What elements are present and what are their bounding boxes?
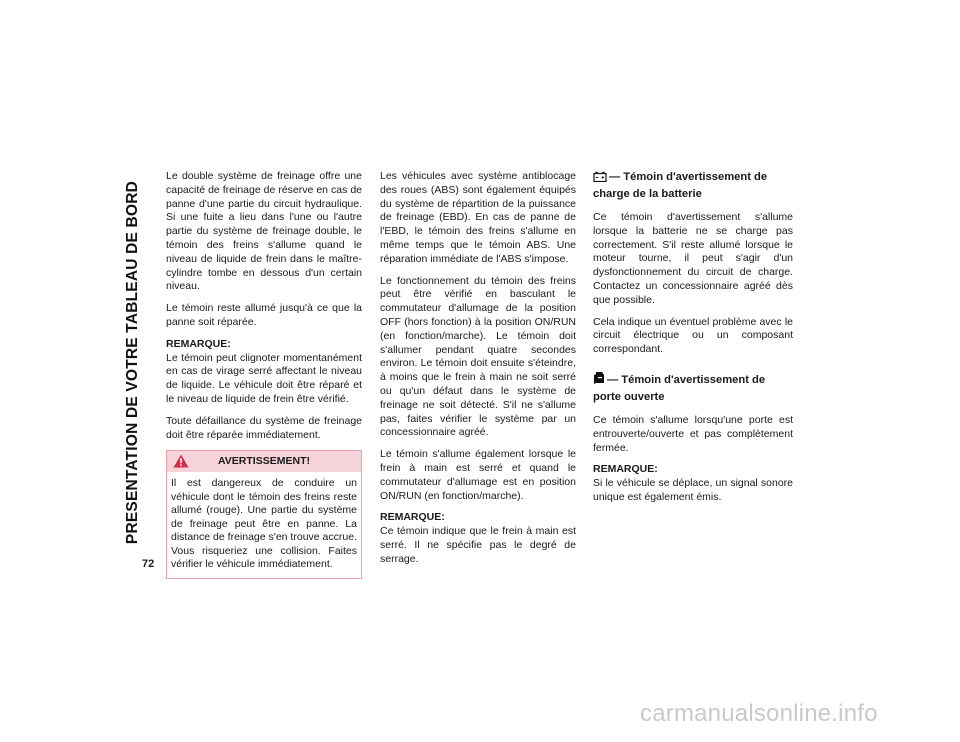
paragraph: Ce témoin d'avertissement s'allume lorsque la batterie ne se charge pas correctement. S'il reste allumé lorsque le moteur tourne, il peut s'agir d'un dysfonctionnement du circuit de charge. Contactez un concessionnaire agréé dès que possible.: [593, 211, 793, 306]
paragraph: Toute défaillance du système de freinage doit être réparée immédiatement.: [166, 414, 362, 441]
note-text: Le témoin peut clignoter momentanément en cas de virage serré affectant le niveau de liquide. Le véhicule doit être réparé et le niveau de liquide de frein être vérifié.: [166, 351, 362, 405]
warning-text: Il est dangereux de conduire un véhicule dont le témoin des freins reste allumé (rouge). Une partie du système de freinage peut être en panne. La distance de freinage s'en trouve accrue. Vous risqueriez une collision. Faites vérifier le véhicule immédiatement.: [171, 477, 357, 571]
note-title: REMARQUE:: [593, 463, 658, 476]
note-text: Ce témoin indique que le frein à main est serré. Il ne spécifie pas le degré de serrage.: [380, 525, 576, 565]
battery-icon: [593, 171, 607, 187]
note: [166, 338, 362, 407]
page-number: 72: [142, 558, 155, 570]
side-section-title: [116, 172, 150, 554]
section-heading-battery: [593, 170, 793, 202]
door-open-icon: [593, 371, 605, 390]
column-2: [380, 170, 576, 575]
side-section-title-text: PRESENTATION DE VOTRE TABLEAU DE BORD: [124, 181, 141, 545]
warning-triangle-icon: [173, 454, 189, 473]
section-heading-door: [593, 371, 793, 405]
note-text: Si le véhicule se déplace, un signal sonore unique est également émis.: [593, 477, 793, 503]
warning-title: AVERTISSEMENT!: [218, 454, 310, 467]
paragraph: Cela indique un éventuel problème avec le circuit électrique ou un composant correspondant.: [593, 315, 793, 356]
paragraph: Le double système de freinage offre une capacité de freinage de réserve en cas de panne d'une partie du circuit hydraulique. Si une fuite a lieu dans l'une ou l'autre partie du système de freinage double, le témoin des freins s'allume quand le niveau de liquide de frein dans le maître-cylindre tombe en dessous d'un certain niveau.: [166, 170, 362, 293]
warning-box: [166, 450, 362, 579]
watermark: carmanualsonline.info: [640, 700, 878, 727]
paragraph: Les véhicules avec système antiblocage des roues (ABS) sont également équipés du système de répartition de la puissance de freinage (EBD). En cas de panne de l'EBD, le témoin des freins s'allume en même temps que le témoin ABS. Une réparation immédiate de l'ABS s'impose.: [380, 170, 576, 265]
paragraph: Le témoin reste allumé jusqu'à ce que la panne soit réparée.: [166, 302, 362, 328]
column-3: [593, 170, 793, 513]
note-title: REMARQUE:: [380, 511, 445, 524]
note: [593, 463, 793, 504]
paragraph: Le témoin s'allume également lorsque le frein à main est serré et quand le commutateur d'allumage est en position ON/RUN (en fonction/marche).: [380, 448, 576, 502]
column-1: [166, 170, 362, 579]
section-heading-text: — Témoin d'avertissement de porte ouverte: [593, 373, 766, 403]
note-title: REMARQUE:: [166, 337, 231, 350]
note: [380, 511, 576, 566]
paragraph: Le fonctionnement du témoin des freins peut être vérifié en basculant le commutateur d'allumage de la position OFF (hors fonction) à la position ON/RUN (en fonction/marche). Le témoin doit s'allumer pendant quatre secondes environ. Le témoin doit ensuite s'éteindre, à moins que le frein à main ne soit serré ou qu'un défaut dans le système de freinage ne soit détecté. S'il ne s'allume pas, faites vérifier le système par un concessionnaire agréé.: [380, 274, 576, 439]
section-heading-text: — Témoin d'avertissement de charge de la batterie: [593, 171, 768, 200]
paragraph: Ce témoin s'allume lorsqu'une porte est entrouverte/ouverte et pas complètement fermée.: [593, 413, 793, 454]
warning-header: [167, 451, 361, 472]
